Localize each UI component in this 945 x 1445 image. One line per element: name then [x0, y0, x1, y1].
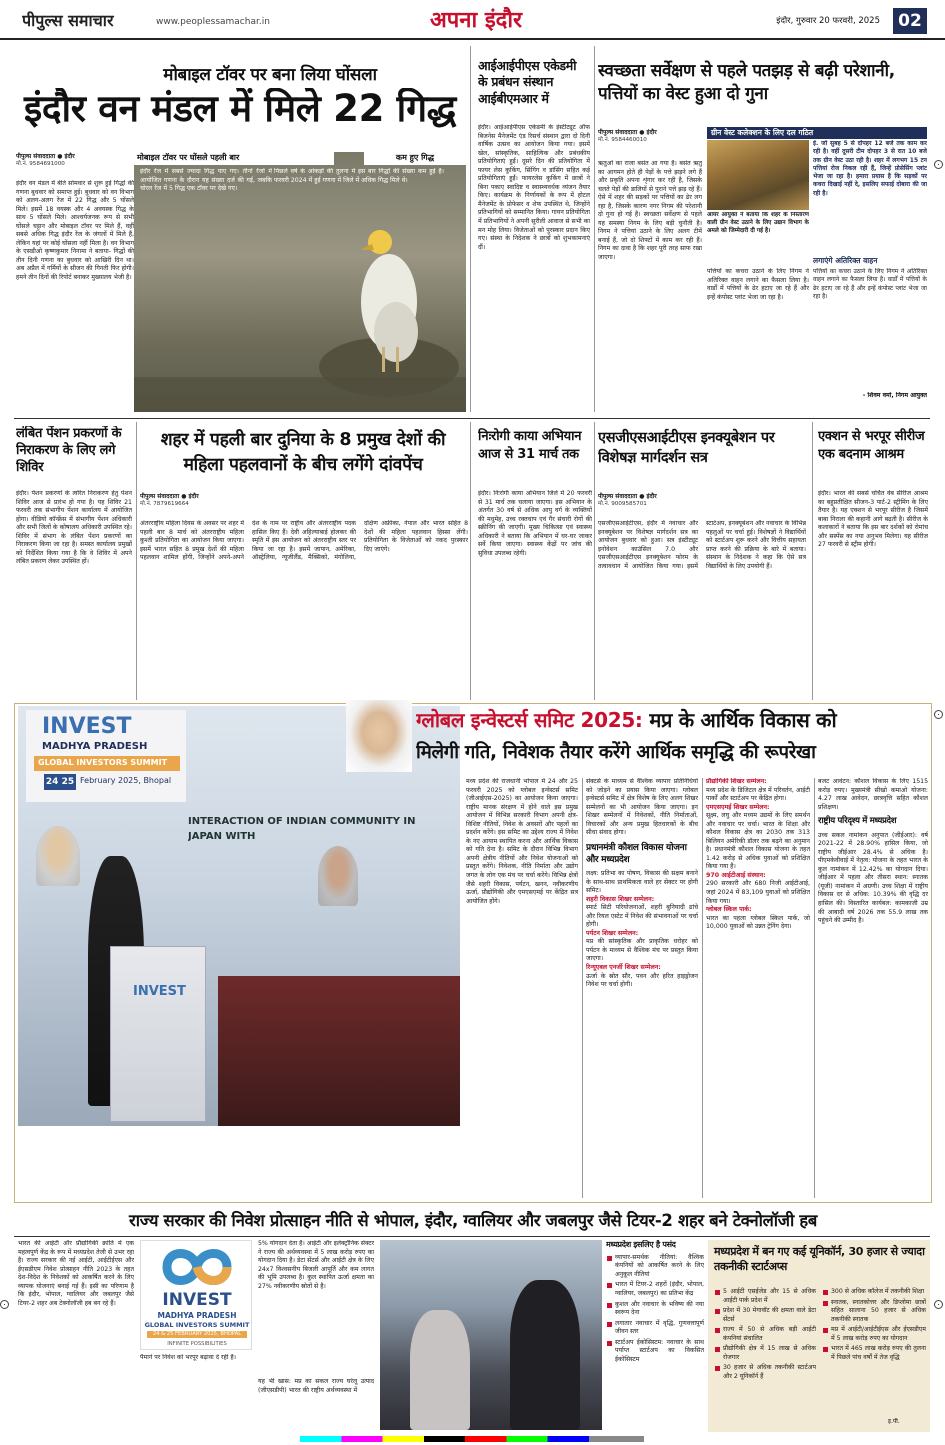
- unicorn-title: मध्यप्रदेश में बन गए कई यूनिकॉर्न, 30 हजार से ज्यादा तकनीकी स्टार्टअप्स: [714, 1245, 925, 1274]
- gis-col4-text: बजट आवंटन: कौशल विकास के लिए 1515 करोड़ रुपए। मुख्यमंत्री सीखो कमाओ योजना: 4.27 लाख आवेदन, छात्रवृत्ति सहित कौशल प्रशिक्षण।: [818, 778, 928, 811]
- gis-col2-text: सेक्टर्स के माध्यम से वैश्विक व्यापार प्रतिनिधियों को जोड़ने का प्रयास किया जाएगा। ग्लोबल इन्वेस्टर्स समिट में क्षेत्र विशेष के लिए अलग शिखर सम्मेलनों का भी आयोजन किया जाएगा। इन शिखर सम्मेलनों में निवेशकों, नीति निर्माताओं, विचारकों और अन्य प्रमुख हितधारकों के बीच सीधा संवाद होगा।: [586, 778, 698, 837]
- vulture-infobox: पिछले वर्ष के आंकड़ों की तुलना में इस बार गिद्धों की संख्या कम हुई है। फरवरी 2024 में हुई गणना में जिले में अधिक गिद्ध मिले थे।: [274, 168, 444, 184]
- website-url[interactable]: www.peoplessamachar.in: [156, 17, 270, 27]
- dateline: इंदौर, गुरुवार 20 फरवरी, 2025: [776, 16, 880, 26]
- list-item: प्रौद्योगिकी क्षेत्र में 15 लाख से अधिक रोजगार: [714, 1345, 816, 1362]
- unicorn-list-left: [714, 1288, 816, 1383]
- nirogi-headline: निःरोगी काया अभियान आज से 31 मार्च तक: [478, 429, 582, 462]
- byline: पीपुल्स संवाददाता ● इंदौर: [598, 493, 657, 500]
- banner-mp: MADHYA PRADESH: [42, 741, 148, 752]
- tier2-col1b: पैमाने पर निवेश को भरपूर बढ़ावा दे रही है।: [140, 1354, 236, 1361]
- logo-invest: INVEST: [162, 1290, 232, 1310]
- unicorn-sign: इ.पी.: [888, 1418, 900, 1425]
- list-item: राज्य में 50 से अधिक बड़ी आईटी कंपनियां संचालित: [714, 1326, 816, 1343]
- gis-subhead: रिन्यूएबल एनर्जी शिखर सम्मेलन:: [586, 964, 661, 972]
- sidebar-text: पत्तियों का कचरा उठाने के लिए निगम ने अतिरिक्त वाहन लगाने का फैसला लिया है। वार्डों में पत्तियों के ढेर हटाए जा रहे हैं और इन्हें कंपोस्ट प्लांट भेजा जा रहा है।: [813, 268, 927, 300]
- photo-caption-tag: मोबाइल टॉवर पर घोंसले पहली बार: [134, 152, 334, 165]
- sidebar-subhead: लगाएंगे अतिरिक्त वाहन: [813, 256, 878, 265]
- registration-mark: [934, 1300, 943, 1309]
- wrestling-byline: [140, 490, 250, 513]
- iips-headline: आईआईपीएस एकेडमी के प्रबंधन संस्थान आईबीएमआर में: [478, 58, 577, 106]
- gis-col2: [586, 778, 698, 1198]
- banner-invest: INVEST: [42, 714, 132, 739]
- gis-col2-text: स्मार्ट सिटी परियोजनाओं, शहरी बुनियादी ढांचे और रियल एस्टेट में निवेश की संभावनाओं पर चर्चा होगी।: [586, 904, 698, 929]
- banner-month: February 2025, Bhopal: [80, 776, 172, 785]
- registration-mark: [934, 710, 943, 719]
- sgsits-body: एसजीएसआईटीएस, इंदौर में नवाचार और इनक्यूबेशन पर विशेषज्ञ मार्गदर्शन सत्र का आयोजन बुधवार को हुआ। सत्र इंस्टीट्यूट इनोवेशन काउंसिल 7.0 और एसजीएसआईटीएस इनक्यूबेशन फोरम के तत्वावधान में आयोजित किया गया। इसमें स्टार्टअप, इनक्यूबेशन और नवाचार के विभिन्न पहलुओं पर चर्चा हुई। विशेषज्ञों ने विद्यार्थियों को स्टार्टअप शुरू करने और वित्तीय सहायता प्राप्त करने की प्रक्रिया के बारे में बताया। संस्थान के निदेशक ने कहा कि ऐसे सत्र विद्यार्थियों के लिए उपयोगी हैं।: [598, 520, 806, 570]
- ashram-body: इंदौर। भारत की सबसे चर्चित वेब सीरीज आश्रम का बहुप्रतीक्षित सीजन-3 पार्ट-2 स्ट्रीमिंग के लिए तैयार है। यह एक्शन से भरपूर सीरीज है जिसमें बाबा निराला की कहानी आगे बढ़ती है। सीरीज के कलाकारों ने बताया कि इस बार दर्शकों को रोमांच और सस्पेंस का नया अनुभव मिलेगा। यह सीरीज 27 फरवरी से स्ट्रीम होगी।: [818, 490, 928, 549]
- wrestling-headline: शहर में पहली बार दुनिया के 8 प्रमुख देशों की महिला पहलवानों के बीच लगेंगे दांवपेंच: [160, 430, 446, 475]
- gis-kicker: ग्लोबल इन्वेस्टर्स समिट 2025:: [416, 708, 643, 732]
- pension-body: इंदौर। पेंशन प्रकरणों के त्वरित निराकरण हेतु पेंशन शिविर आज से प्रारंभ हो गया है। यह शिविर 21 फरवरी तक संभागीय पेंशन कार्यालय में आयोजित होगा। वीडियो कॉन्फ्रेंस में संभागीय पेंशन अधिकारी और सभी जिलों के कोषालय अधिकारी उपस्थित रहे। शिविर में संभाग के लंबित पेंशन प्रकरणों का निराकरण किया जा रहा है। समस्त कार्यालय प्रमुखों को निर्देशित किया गया है कि वे शिविर में अपने लंबित प्रकरण लेकर उपस्थित हों।: [16, 490, 132, 566]
- byline: पीपुल्स संवाददाता ● इंदौर: [140, 493, 199, 500]
- logo-mp: MADHYA PRADESH: [157, 1311, 237, 1320]
- color-registration-bar: [300, 1436, 644, 1442]
- swachh-headline: स्वच्छता सर्वेक्षण से पहले पतझड़ से बढ़ी परेशानी, पत्तियों का वेस्ट हुआ दो गुना: [598, 61, 895, 104]
- panel-table: [218, 976, 460, 1126]
- logo-tagline: INFINITE POSSIBILITIES: [167, 1341, 227, 1347]
- person-figure: [410, 1310, 470, 1430]
- tier2-col1: भारत की आईटी और प्रौद्योगिकी क्रांति में एक महत्वपूर्ण केंद्र के रूप में मध्यप्रदेश तेजी से उभर रहा है। राज्य सरकार की नई आईटी, आईटीईएस और ईएसडीएम निवेश प्रोत्साहन नीति 2023 के तहत देश-विदेश के निवेशकों को आकर्षित करने के लिए व्यापक योजनाएं बनाई गई हैं। इसी का परिणाम है कि इंदौर, भोपाल, ग्वालियर और जबलपुर जैसे टियर-2 शहर अब टेक्नोलॉजी हब बन रहे हैं।: [18, 1240, 134, 1307]
- why-mp-list: [606, 1254, 704, 1365]
- vulture-photo: [134, 152, 466, 412]
- mobile-number: मो.नं. 7879619664: [140, 501, 189, 508]
- page-number: 02: [893, 8, 927, 34]
- list-item: स्टार्टअप ईकोसिस्टम: नवाचार के साथ पर्याप्त स्टार्टअप का विकसित ईकोसिस्टम: [606, 1339, 704, 1365]
- sgsits-headline: एसजीएसआईटीएस इनक्यूबेशन पर विशेषज्ञ मार्गदर्शन सत्र: [598, 430, 775, 467]
- mobile-number: मो.नं. 9009585701: [598, 501, 647, 508]
- gis-subhead: प्रौद्योगिकी शिखर सम्मेलन:: [706, 778, 767, 785]
- swachh-body: ऋतुओं का राजा बसंत आ गया है। बसंत ऋतु का आगमन होते ही पेड़ों के पत्ते झड़ने लगे हैं और प्रकृति अपना शृंगार कर रही है, जिसके चलते पेड़ों की डालियों से पुराने पत्ते झड़ रहे हैं। ऐसे में शहर की सड़कों पर पत्तियों का ढेर लग रहा है, जिसके कारण नगर निगम की परेशानी दो गुना हो गई है। स्वच्छता सर्वेक्षण से पहले यह समस्या निगम के लिए बड़ी चुनौती है। निगम ने पत्तियां उठाने के लिए अलग टीमें बनाई हैं, जो दो शिफ्टों में काम कर रही हैं। निगम का दावा है कि शहर पूरी तरह साफ रखा जाएगा।: [598, 160, 702, 262]
- unicorn-list-right: [822, 1288, 926, 1364]
- banner-dates: 24 25: [44, 774, 76, 790]
- registration-mark: [0, 1300, 9, 1309]
- tier2-headline: राज्य सरकार की निवेश प्रोत्साहन नीति से भोपाल, इंदौर, ग्वालियर और जबलपुर जैसे टियर-2 शहर बने टेक्नोलॉजी हब: [128, 1211, 818, 1230]
- list-item: भारत में टियर-2 शहरों (इंदौर, भोपाल, ग्वालियर, जबलपुर) का प्रतिभा केंद्र: [606, 1281, 704, 1298]
- gis-col4: [818, 778, 928, 1198]
- ashram-headline: एक्शन से भरपूर सीरीज एक बदनाम आश्रम: [818, 429, 925, 462]
- swachh-body-col2: पत्तियों का कचरा उठाने के लिए निगम ने अतिरिक्त वाहन लगाने का फैसला लिया है। वार्डों में पत्तियों के ढेर हटाए जा रहे हैं और इन्हें कंपोस्ट प्लांट भेजा जा रहा है।: [707, 268, 809, 301]
- vulture-byline: [16, 150, 134, 173]
- logo-dates: 24 & 25 FEBRUARY 2025, BHOPAL: [147, 1331, 247, 1338]
- gis-col1: मध्य प्रदेश की राजधानी भोपाल में 24 और 25 फरवरी 2025 को ग्लोबल इन्वेस्टर्स समिट (जीआईएस-2025) का आयोजन किया जाएगा। राष्ट्रीय मानक संरक्षण में होने वाले इस प्रमुख आयोजन में विभिन्न सरकारी विभाग अपनी क्षेत्र-विशिष्ट नीतियों, निवेश के अवसरों और पहलों का प्रदर्शन करेंगे। इस समिट का उद्देश्य राज्य में निवेश के नए आयाम स्थापित करना और आर्थिक विकास को गति देना है। समिट के दौरान विभिन्न विभाग अपनी क्षेत्रीय नीतियों और निवेश योजनाओं को प्रस्तुत करेंगे। निवेशक, नीति निर्माता और उद्योग जगत के लोग एक मंच पर चर्चा करेंगे। विभिन्न क्षेत्रों जैसे शहरी विकास, पर्यटन, खनन, नवीकरणीय ऊर्जा, प्रौद्योगिकी और एमएसएमई पर केंद्रित सत्र आयोजित होंगे।: [466, 778, 578, 905]
- gis-subhead: ग्लोबल स्किल पार्क:: [706, 906, 752, 914]
- gis-headline-line1: [416, 706, 930, 734]
- autumn-photo-caption: आयर आयुक्त ने बताया कि शहर के निस्तारण वाली ग्रीन वेस्ट उठाने के लिए उद्यान विभाग के अमले को जिम्मेदारी दी गई है।: [707, 212, 809, 234]
- swachh-byline: [598, 126, 702, 149]
- gis-col2-text: लक्ष्य: प्रतिभा का पोषण, विकास की सक्षम बनाने के साथ-साथ प्राथमिकता वाले हर सेक्टर पर होगी समिट।: [586, 870, 698, 895]
- gis-col2-text: मप्र की सांस्कृतिक और प्राकृतिक धरोहर को पर्यटन के माध्यम से वैश्विक मंच पर प्रस्तुत किया जाएगा।: [586, 938, 698, 963]
- list-item: 300 से अधिक कॉलेज में तकनीकी शिक्षा: [822, 1288, 926, 1297]
- list-item: व्यापार-समर्थक नीतियां: वैश्विक कंपनियों को आकर्षित करने के लिए अनुकूल नीतियां: [606, 1254, 704, 1280]
- swachh-sidebox: ई. जो सुबह 5 से दोपहर 12 बजे तक काम कर रही है। वहीं दूसरी टीम दोपहर 3 से रात 10 बजे तक ग्रीन वेस्ट उठा रही है। शहर में लगभग 15 टन पत्तियां रोज निकल रही हैं, जिन्हें प्रोसेसिंग प्लांट भेजा जा रहा है। हमारा प्रयास है कि सड़कों पर कचरा दिखाई नहीं दे, इसलिए सफाई दोबारा की जा रही है।: [813, 140, 927, 197]
- gis-col3: [706, 778, 810, 1198]
- podium-label: INVEST: [133, 984, 186, 999]
- tier2-photo: [380, 1240, 602, 1430]
- gis-title-part1: मप्र के आर्थिक विकास को: [649, 708, 837, 732]
- person-figure: [510, 1280, 580, 1430]
- podium: [110, 946, 206, 1122]
- gis-col3-text: सूक्ष्म, लघु और मध्यम उद्यमों के लिए समर्थन और नवाचार पर चर्चा। भारत के शिक्षा और कौशल विकास क्षेत्र का 2030 तक 313 बिलियन अमेरिकी डॉलर तक बढ़ने का अनुमान है। प्रधानमंत्री कौशल विकास योजना के तहत 1.42 करोड़ से अधिक युवाओं को प्रशिक्षित किया गया है।: [706, 812, 810, 871]
- why-mp-box: [606, 1240, 704, 1430]
- sidebar-signature: - शिवम वर्मा, निगम आयुक्त: [862, 392, 927, 399]
- mobile-number: मो.नं. 9584691000: [16, 161, 65, 168]
- gis-subhead: पर्यटन शिखर सम्मेलन:: [586, 929, 639, 937]
- iips-body: इंदौर। आईआईपीएस एकेडमी के इंस्टीट्यूट ऑफ बिजनेस मैनेजमेंट एंड रिसर्च संस्थान द्वारा दो दिनी वार्षिक उत्सव का आयोजन किया गया। इसमें खेल, सांस्कृतिक, साहित्यिक और प्रबंधकीय प्रतियोगिताएं हुईं। दूसरे दिन की प्रतियोगिता में फायर लेस कुकिंग, सिंगिंग व डांसिंग सहित कई प्रतियोगिताएं हुईं। फायरलेस कुकिंग में छात्रों ने बिना पकाए स्वादिष्ट व स्वास्थ्यवर्धक व्यंजन तैयार किए। कार्यक्रम के निर्णायकों के रूप में होटल मैनेजमेंट के प्रोफेसर व शेफ उपस्थित थे, जिन्होंने प्रतिभागियों को सम्मानित किया। गायन प्रतियोगिता में प्रतिभागियों ने अपनी सुरीली आवाज से सभी का मन मोह लिया। विजेताओं को पुरस्कार प्रदान किए गए। संस्था के निदेशक ने छात्रों को शुभकामनाएं दीं।: [478, 124, 590, 251]
- gis-subhead: राष्ट्रीय परिदृश्य में मध्यप्रदेश: [818, 816, 897, 827]
- list-item: भारत में 465 लाख करोड़ रुपए की तुलना में पिछले पांच वर्षों में तेज वृद्धि: [822, 1345, 926, 1362]
- byline: पीपुल्स संवाददाता ● इंदौर: [16, 153, 75, 160]
- photo-caption-tag: कम हुए गिद्ध: [364, 152, 466, 165]
- mobile-number: मो.नं. 9584460010: [598, 137, 647, 144]
- why-mp-title: मध्यप्रदेश इसलिए है पसंद: [606, 1240, 676, 1249]
- newspaper-logo: पीपुल्स समाचार: [22, 11, 114, 30]
- list-item: 5 आईटी एसईजेड और 15 से अधिक आईटी पार्क प्रदेश में: [714, 1288, 816, 1305]
- gis-subhead: एमएसएमई शिखर सम्मेलन:: [706, 803, 770, 811]
- logo-gis: GLOBAL INVESTORS SUMMIT: [144, 1321, 250, 1329]
- section-title: अपना इंदौर: [430, 8, 523, 33]
- vulture-infobox: इंदौर रेंज में सबसे ज्यादा गिद्ध पाए गए। तीनों रेंजों में आयोजित गणना के दौरान यह संख्या दर्ज की गई, जबकि चोरल रेंज में 5 गिद्ध एक टॉवर पर देखे गए।: [140, 168, 272, 193]
- tier2-logo: [140, 1240, 252, 1350]
- vulture-body: इंदौर वन मंडल में बीते सोमवार से शुरू हुई गिद्धों की गणना बुधवार को समाप्त हुई। बुधवार को वन विभाग को अलग-अलग रेंज में 22 गिद्ध और 5 घोंसले मिले। इसमें 18 वयस्क और 4 अवयस्क गिद्ध के साथ 5 घोंसले मिले। आश्चर्यजनक रूप से सभी घोंसले चट्टान और मोबाइल टॉवर पर मिले हैं, वहीं सबसे अधिक गिद्ध इंदौर रेंज के जंगलों में मिले हैं, लेकिन यहां पर कोई घोंसला नहीं मिला है। वन विभाग के एसडीओ कृष्णकुमार निनामा ने बताया- गिद्धों की तीन दिनी गणना का बुधवार को आखिरी दिन था। अब अप्रैल में गर्मियों के सीजन की गिनती फिर होगी। हमने तीन दिनों की रिपोर्ट बनाकर मुख्यालय भेजी है।: [16, 180, 134, 282]
- stage-backdrop-text: INTERACTION OF INDIAN COMMUNITY IN JAPAN WITH: [188, 816, 416, 842]
- gis-col3-text: 290 सरकारी और 680 निजी आईटीआई, जहां 2024 में 83,109 युवाओं को प्रशिक्षित किया गया।: [706, 880, 810, 905]
- infinity-logo-icon: [141, 1243, 252, 1291]
- registration-mark: [934, 160, 943, 169]
- gis-col2-text: ऊर्जा के स्रोत सौर, पवन और हरित हाइड्रोजन निवेश पर चर्चा होगी।: [586, 972, 698, 989]
- banner-gis: GLOBAL INVESTORS SUMMIT: [34, 756, 180, 771]
- list-item: 30 हजार से अधिक तकनीकी स्टार्टअप और 2 यूनिकॉर्न हैं: [714, 1364, 816, 1381]
- gis-col4-text: उच्च सकल नामांकन अनुपात (जीईआर): वर्ष 2021-22 में 28.90% हासिल किया, जो राष्ट्रीय जीईआर 28.4% से अधिक है। पीएमकेवीवाई में नेतृत्व: योजना के तहत भारत के कुल नामांकन में 12.42% का योगदान दिया। जीईआर में पहला और तीसरा स्थान: स्नातक (यूजी) नामांकन में अग्रणी। उच्च शिक्षा में राष्ट्रीय विकास दर से अधिक: 10.39% की वृद्धि दर हासिल की। विस्तारित कार्यबल: कामकाजी उम्र की आबादी वर्ष 2026 तक 55.9 लाख तक पहुंचने की उम्मीद है।: [818, 831, 928, 925]
- sgsits-byline: [598, 490, 698, 513]
- pm-portrait: [36, 826, 80, 886]
- nirogi-body: इंदौर। निःरोगी काया अभियान जिले में 20 फरवरी से 31 मार्च तक चलाया जाएगा। इस अभियान के अंतर्गत 30 वर्ष से अधिक आयु वर्ग के व्यक्तियों की मधुमेह, उच्च रक्तचाप एवं गैर संचारी रोगों की स्क्रीनिंग की जाएगी। मुख्य चिकित्सा एवं स्वास्थ्य अधिकारी ने बताया कि अभियान में घर-घर जाकर सर्वे किया जाएगा। स्वास्थ्य केंद्रों पर जांच की सुविधा उपलब्ध रहेगी।: [478, 490, 592, 557]
- tier2-col2c: यह भी खास: मप्र का सकल राज्य घरेलू उत्पाद (जीएसडीपी) भारत की राष्ट्रीय अर्थव्यवस्था में: [258, 1378, 374, 1394]
- vulture-headline: इंदौर वन मंडल में मिले 22 गिद्ध: [23, 88, 457, 130]
- wrestling-body: अंतरराष्ट्रीय महिला दिवस के अवसर पर शहर में पहली बार 8 मार्च को अंतरराष्ट्रीय महिला कुश्ती प्रतियोगिता का आयोजन किया जाएगा। इसमें भारत सहित 8 प्रमुख देशों की महिला पहलवान शामिल होंगी, जिन्होंने अपने-अपने देश के नाम पर राष्ट्रीय और अंतरराष्ट्रीय पदक हासिल किए हैं। देवी अहिल्याबाई होलकर की स्मृति में इस आयोजन को अंतरराष्ट्रीय स्तर पर किया जा रहा है। इसमें जापान, अमेरिका, ऑस्ट्रेलिया, न्यूजीलैंड, मैक्सिको, मंगोलिया, दक्षिण अफ्रीका, नेपाल और भारत सहित 8 देशों की महिला पहलवान हिस्सा लेंगी। प्रतियोगिता के विजेताओं को नकद पुरस्कार दिए जाएंगे।: [140, 520, 468, 562]
- modi-portrait: [346, 700, 412, 772]
- green-waste-tag: ग्रीन वेस्ट कलेक्शन के लिए दल गठित: [707, 127, 927, 139]
- masthead: [0, 0, 945, 40]
- gis-subhead: 970 आईटीआई संस्थान:: [706, 871, 766, 879]
- list-item: लगातार नवाचार में वृद्धि, गुणवत्तापूर्ण जीवन स्तर: [606, 1320, 704, 1337]
- gis-banner: [26, 710, 186, 802]
- list-item: कुशल और नवाचार के भविष्य की नया स्वरूप देना: [606, 1301, 704, 1318]
- byline: पीपुल्स संवाददाता ● इंदौर: [598, 129, 657, 136]
- list-item: मप्र में आईटी/आईटीईएस और ईएसडीएम में 5 लाख करोड़ रुपए का योगदान: [822, 1326, 926, 1343]
- cm-portrait: [318, 846, 358, 906]
- gis-subhead: प्रधानमंत्री कौशल विकास योजना और मध्यप्रदेश: [586, 842, 687, 865]
- gis-headline-line2: मिलेगी गति, निवेशक तैयार करेंगे आर्थिक समृद्धि की रूपरेखा: [416, 742, 816, 763]
- gis-col3-text: मध्य प्रदेश के डिजिटल क्षेत्र में परिवर्तन, आईटी पार्कों और स्टार्टअप पर केंद्रित होगा।: [706, 786, 810, 803]
- autumn-photo: [707, 140, 809, 210]
- unicorn-box: [708, 1240, 930, 1432]
- list-item: स्नातक, स्नातकोत्तर और डिप्लोमा छात्रों सहित सालाना 50 हजार से अधिक तकनीकी स्नातक: [822, 1299, 926, 1325]
- gis-subhead: शहरी विकास शिखर सम्मेलन:: [586, 895, 655, 903]
- tier2-col2: 5% योगदान देता है। आईटी और इलेक्ट्रॉनिक सेक्टर ने राज्य की अर्थव्यवस्था में 5 लाख करोड़ रुपए का योगदान दिया है। डेटा सेंटर्स और आईटी क्षेत्र के लिए 24x7 विश्वसनीय बिजली आपूर्ति और कम लागत की भूमि उपलब्ध है। कुल स्थापित ऊर्जा क्षमता का 27% नवीकरणीय स्रोतों से है।: [258, 1240, 374, 1290]
- list-item: प्रदेश में 30 मेगावॉट की क्षमता वाले डेटा सेंटर्स: [714, 1307, 816, 1324]
- gis-col3-text: भारत का पहला ग्लोबल स्किल पार्क, जो 10,000 युवाओं को उन्नत ट्रेनिंग देगा।: [706, 914, 810, 931]
- vulture-kicker: मोबाइल टॉवर पर बना लिया घोंसला: [163, 65, 377, 85]
- pension-headline: लंबित पेंशन प्रकरणों के निराकरण के लिए लगे शिविर: [16, 426, 122, 475]
